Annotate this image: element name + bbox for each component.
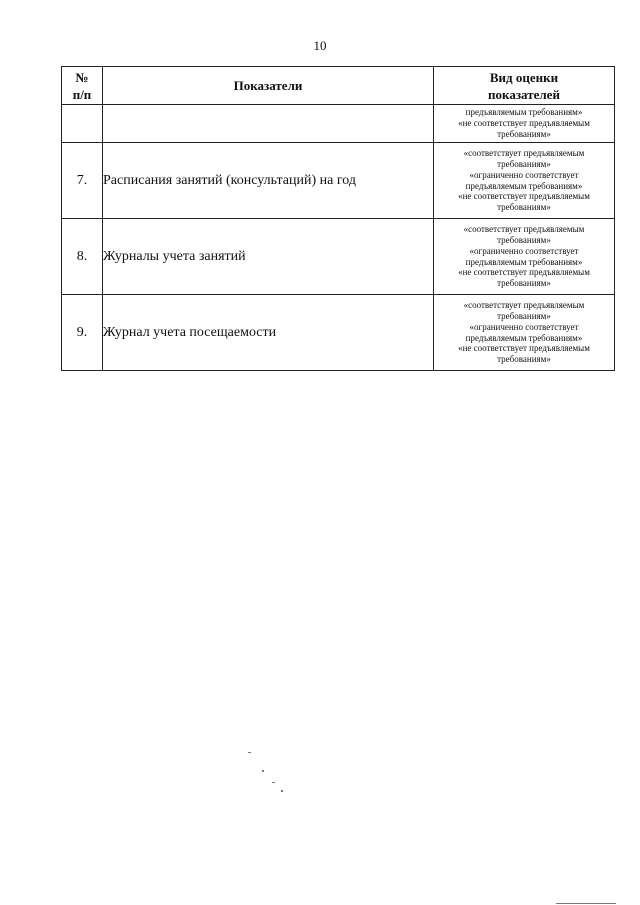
row-number: 8. bbox=[62, 219, 103, 295]
row-assessment bbox=[434, 143, 615, 219]
header-assessment-line: Вид оценки bbox=[489, 69, 559, 85]
page-number: 10 bbox=[313, 38, 327, 53]
table-header-row bbox=[62, 67, 615, 105]
row-number: 7. bbox=[62, 143, 103, 219]
assessment-line: предъявляемым требованиям» bbox=[465, 332, 583, 343]
assessment-line: «не соответствует предъявляемым bbox=[458, 191, 590, 202]
assessment-line: «не соответствует предъявляемым bbox=[458, 343, 590, 354]
row-number bbox=[62, 105, 103, 143]
header-number-line: № bbox=[75, 69, 89, 85]
assessment-line: «ограниченно соответствует bbox=[469, 321, 579, 332]
scan-speck bbox=[556, 903, 616, 904]
header-number-line: п/п bbox=[72, 86, 92, 102]
assessment-line: «соответствует предъявляемым bbox=[463, 300, 585, 311]
row-assessment bbox=[434, 295, 615, 371]
header-assessment-line: показателей bbox=[488, 86, 560, 102]
table-row-continuation bbox=[62, 105, 615, 143]
header-indicator: Показатели bbox=[103, 67, 434, 105]
assessment-line: требованиям» bbox=[497, 235, 551, 246]
row-indicator: Расписания занятий (консультаций) на год bbox=[103, 143, 434, 219]
table-row bbox=[62, 143, 615, 219]
scan-speck bbox=[281, 790, 283, 792]
header-number bbox=[62, 67, 103, 105]
assessment-line: «соответствует предъявляемым bbox=[463, 224, 585, 235]
table-row bbox=[62, 219, 615, 295]
assessment-line: требованиям» bbox=[497, 201, 551, 212]
assessment-line: требованиям» bbox=[497, 353, 551, 364]
table-row bbox=[62, 295, 615, 371]
assessment-line: «ограниченно соответствует bbox=[469, 245, 579, 256]
assessment-line: «соответствует предъявляемым bbox=[463, 148, 585, 159]
row-assessment bbox=[434, 219, 615, 295]
indicators-table bbox=[61, 66, 615, 371]
assessment-line: «ограниченно соответствует bbox=[469, 169, 579, 180]
assessment-line: требованиям» bbox=[497, 311, 551, 322]
scan-speck bbox=[262, 770, 264, 772]
row-indicator bbox=[103, 105, 434, 143]
assessment-line: «не соответствует предъявляемым bbox=[458, 118, 590, 129]
assessment-line: «не соответствует предъявляемым bbox=[458, 267, 590, 278]
assessment-line: требованиям» bbox=[497, 159, 551, 170]
assessment-line: предъявляемым требованиям» bbox=[465, 107, 583, 118]
assessment-line: предъявляемым требованиям» bbox=[465, 256, 583, 267]
assessment-line: предъявляемым требованиям» bbox=[465, 180, 583, 191]
assessment-line: требованиям» bbox=[497, 277, 551, 288]
row-assessment bbox=[434, 105, 615, 143]
header-assessment bbox=[434, 67, 615, 105]
row-number: 9. bbox=[62, 295, 103, 371]
scan-speck bbox=[272, 782, 275, 783]
scan-speck bbox=[248, 752, 251, 753]
row-indicator: Журнал учета посещаемости bbox=[103, 295, 434, 371]
row-indicator: Журналы учета занятий bbox=[103, 219, 434, 295]
assessment-line: требованиям» bbox=[497, 128, 551, 139]
